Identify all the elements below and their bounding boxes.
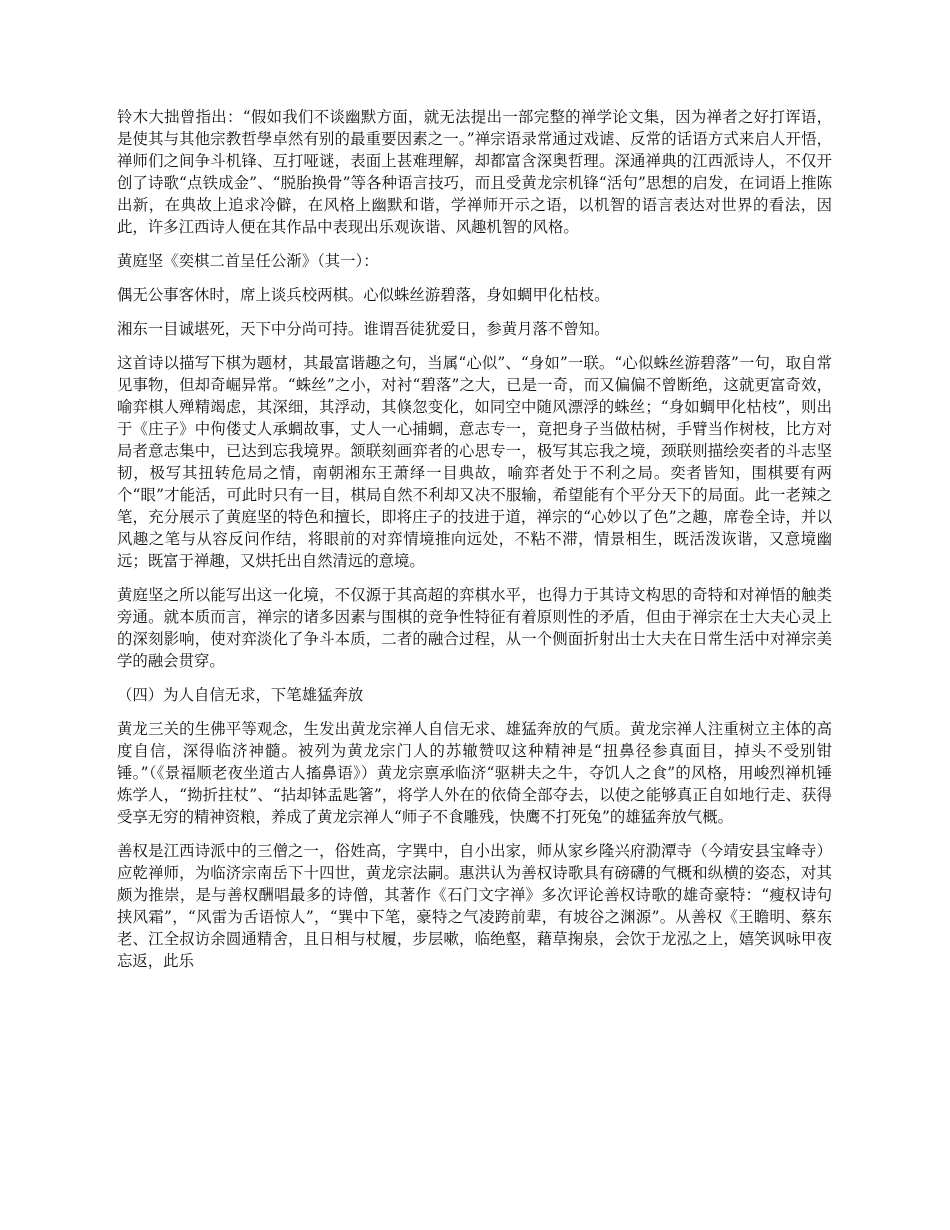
document-page [117,106,832,984]
paragraph-huanglong: 黄龙三关的生佛平等观念，生发出黄龙宗禅人自信无求、雄猛奔放的气质。黄龙宗禅人注重树立主体的高度自信，深得临济神髓。被列为黄龙宗门人的苏辙赞叹这种精神是“扭鼻径参真面目，掉头不受别钳锤。”（《景福顺老夜坐道古人搐鼻语》）黄龙宗禀承临济“驱耕夫之牛，夺饥人之食”的风格，用峻烈禅机锤炼学人，“拗折拄杖”、“拈却钵盂匙箸”，将学人外在的依倚全部夺去，以使之能够真正自如地行走、获得受享无穷的精神资粮，养成了黄龙宗禅人“师子不食雕残，快鹰不打死兔”的雄猛奔放气概。 [117,720,832,826]
poem-title: 黄庭坚《奕棋二首呈任公渐》（其一）： [117,252,379,270]
paragraph-chess-zen: 黄庭坚之所以能写出这一化境，不仅源于其高超的弈棋水平，也得力于其诗文构思的奇特和对禅悟的触类旁通。就本质而言，禅宗的诸多因素与围棋的竞争性特征有着原则性的矛盾，但由于禅宗在士大夫心灵上的深刻影响，使对弈淡化了争斗本质，二者的融合过程，从一个侧面折射出士大夫在日常生活中对禅宗美学的融会贯穿。 [117,586,832,670]
poem-line-1: 偶无公事客休时，席上谈兵校两棋。心似蛛丝游碧落，身如蜩甲化枯枝。 [117,286,610,304]
paragraph-shanquan: 善权是江西诗派中的三僧之一，俗姓高，字巽中，自小出家，师从家乡隆兴府泐潭寺（今靖安县宝峰寺）应乾禅师，为临济宗南岳下十四世，黄龙宗法嗣。惠洪认为善权诗歌具有磅礴的气概和纵横的姿态，对其颇为推崇，是与善权酬唱最多的诗僧，其著作《石门文字禅》多次评论善权诗歌的雄奇豪特：“瘦权诗句挟风霜”，“风雷为舌语惊人”，“巽中下笔，豪特之气凌跨前辈，有坡谷之渊源”。从善权《王瞻明、蔡东老、江全叔访余圆通精舍，且日相与杖履，步层嗽，临绝壑，藉草掬泉，会饮于龙泓之上，嬉笑讽咏甲夜忘返，此乐 [117,842,832,970]
paragraph-poem-analysis: 这首诗以描写下棋为题材，其最富谐趣之句，当属“心似”、“身如”一联。“心似蛛丝游碧落”一句，取自常见事物，但却奇崛异常。“蛛丝”之小，对衬“碧落”之大，已是一奇，而又偏偏不曾断绝，这就更富奇效，喻弈棋人殚精竭虑，其深细，其浮动，其倏忽变化，如同空中随风漂浮的蛛丝；“身如蜩甲化枯枝”，则出于《庄子》中佝偻丈人承蜩故事，丈人一心捕蜩，意志专一，竟把身子当做枯树，手臂当作树枝，比方对局者意志集中，已达到忘我境界。颔联刻画弈者的心思专一，极写其忘我之境，颈联则描绘奕者的斗志坚韧，极写其扭转危局之情，南朝湘东王萧绎一目典故，喻弈者处于不利之局。奕者皆知，围棋要有两个“眼”才能活，可此时只有一目，棋局自然不利却又决不服输，希望能有个平分天下的局面。此一老辣之笔，充分展示了黄庭坚的特色和擅长，即将庄子的技进于道，禅宗的“心妙以了色”之趣，席卷全诗，并以风趣之笔与从容反问作结，将眼前的对弈情境推向远处，不粘不滞，情景相生，既活泼诙谐，又意境幽远；既富于禅趣，又烘托出自然清远的意境。 [117,354,832,570]
section-heading: （四）为人自信无求，下笔雄猛奔放 [117,686,364,704]
poem-line-2: 湘东一目诚堪死，天下中分尚可持。谁谓吾徒犹爱日，参黄月落不曾知。 [117,320,610,338]
paragraph-intro-humor: 铃木大拙曾指出：“假如我们不谈幽默方面，就无法提出一部完整的禅学论文集，因为禅者之好打诨语，是使其与其他宗教哲學卓然有别的最重要因素之一。”禅宗语录常通过戏谑、反常的话语方式来启人开悟，禅师们之间争斗机锋、互打哑谜，表面上甚难理解，却都富含深奥哲理。深通禅典的江西派诗人，不仅开创了诗歌“点铁成金”、“脱胎换骨”等各种语言技巧，而且受黄龙宗机锋“活句”思想的启发，在词语上推陈出新，在典故上追求冷僻，在风格上幽默和谐，学禅师开示之语，以机智的语言表达对世界的看法，因此，许多江西诗人便在其作品中表现出乐观诙谐、风趣机智的风格。 [117,108,832,236]
